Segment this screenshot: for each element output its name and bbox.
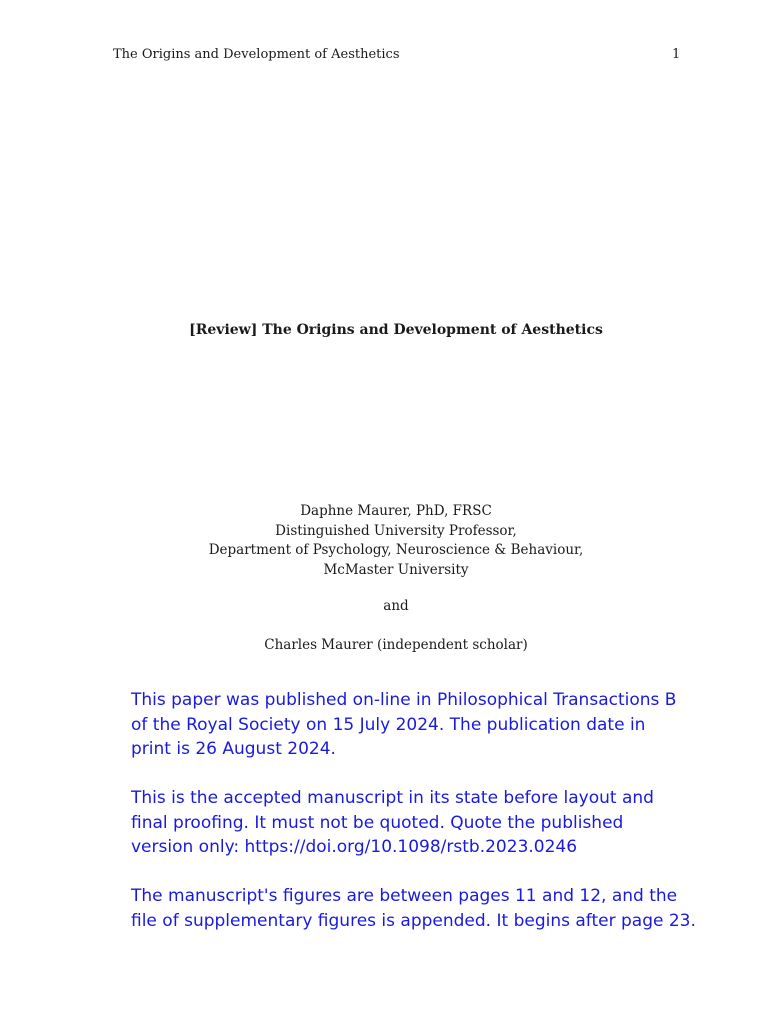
notice-line: This is the accepted manuscript in its state before layout and xyxy=(131,788,654,808)
coauthor-name: Charles Maurer (independent scholar) xyxy=(264,637,528,653)
author-block xyxy=(0,502,770,580)
notice-line: print is 26 August 2024. xyxy=(131,739,336,759)
publication-notice xyxy=(131,688,721,762)
notice-line: This paper was published on-line in Philosophical Transactions B xyxy=(131,690,677,710)
notice-line: file of supplementary figures is appended. It begins after page 23. xyxy=(131,910,696,931)
manuscript-notice xyxy=(131,786,721,860)
notice-line: of the Royal Society on 15 July 2024. The publication date in xyxy=(131,714,646,735)
running-head: The Origins and Development of Aesthetics xyxy=(113,47,400,62)
paper-title: [Review] The Origins and Development of Aesthetics xyxy=(189,322,603,338)
notice-line: final proofing. It must not be quoted. Quote the published xyxy=(131,812,624,833)
figures-notice xyxy=(131,884,721,933)
author-name: Daphne Maurer, PhD, FRSC xyxy=(300,503,492,519)
author-position: Distinguished University Professor, xyxy=(275,522,517,539)
notice-line: The manuscript's figures are between pages 11 and 12, and the xyxy=(131,886,678,906)
author-conjunction: and xyxy=(383,598,409,614)
author-department: Department of Psychology, Neuroscience & Behaviour, xyxy=(208,542,584,558)
page-number: 1 xyxy=(672,47,681,62)
notice-line: version only: https://doi.org/10.1098/rstb.2023.0246 xyxy=(131,837,578,857)
author-institution: McMaster University xyxy=(323,561,469,578)
